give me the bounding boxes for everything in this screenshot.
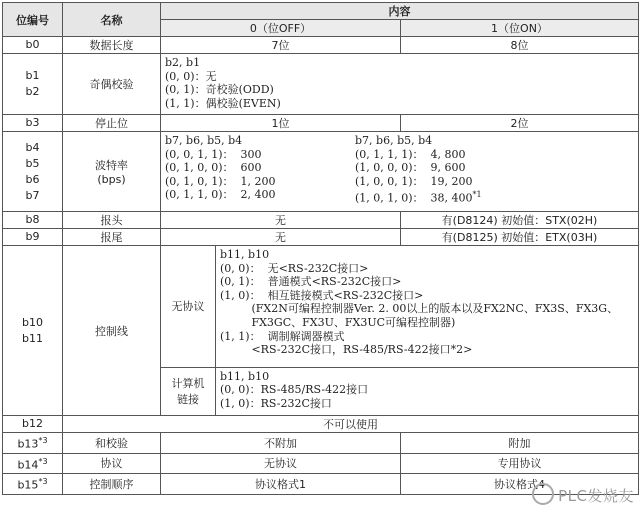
content-line: b11, b10 <box>220 370 634 384</box>
on-cell: 8位 <box>401 37 639 54</box>
table-row <box>3 453 639 474</box>
on-cell: 2位 <box>401 115 639 132</box>
bit-label: b2 <box>6 84 59 100</box>
content-cell <box>161 132 639 212</box>
bit-label: b14 <box>17 458 38 471</box>
content-line: (1, 0, 0, 0)： 9, 600 <box>355 161 482 175</box>
off-cell: 无 <box>161 229 401 246</box>
name-cell: 停止位 <box>63 115 161 132</box>
table-row <box>3 37 639 54</box>
on-cell: 有(D8125) 初始值：ETX(03H) <box>401 229 639 246</box>
content-cell <box>161 54 639 115</box>
content-line <box>355 188 482 205</box>
on-cell: 专用协议 <box>401 453 639 474</box>
bit-label: b11 <box>6 331 59 347</box>
table-row <box>3 212 639 229</box>
header-on: 1（位ON） <box>401 20 639 37</box>
link-content <box>216 367 639 415</box>
name-cell <box>63 132 161 212</box>
content-line: b7, b6, b5, b4 <box>355 134 482 148</box>
content-line: (0, 1, 1, 0)： 2, 400 <box>165 188 355 202</box>
table-row <box>3 229 639 246</box>
header-content: 内容 <box>161 3 639 20</box>
header-name: 名称 <box>63 3 161 37</box>
content-cell: 不可以使用 <box>63 416 639 433</box>
bit-cell <box>3 474 63 495</box>
on-cell: 协议格式4 <box>401 474 639 495</box>
table-row <box>3 115 639 132</box>
bit-label: b1 <box>6 68 59 84</box>
header-bit: 位编号 <box>3 3 63 37</box>
content-line: b7, b6, b5, b4 <box>165 134 355 148</box>
table-row <box>3 433 639 454</box>
content-line: (1, 1)：偶校验(EVEN) <box>165 97 634 111</box>
content-line: (0, 0)：RS-485/RS-422接口 <box>220 383 634 397</box>
bit-label: b6 <box>6 172 59 188</box>
content-line: (0, 0)： 无<RS-232C接口> <box>220 262 634 276</box>
footnote-mark: *3 <box>38 477 47 486</box>
content-line: (0, 1, 0, 0)： 600 <box>165 161 355 175</box>
content-line: (0, 1)：奇校验(ODD) <box>165 83 634 97</box>
content-line: (1, 1)： 调制解调器模式 <box>220 330 634 344</box>
content-line: b2, b1 <box>165 56 634 70</box>
content-line: (1, 0, 0, 1)： 19, 200 <box>355 175 482 189</box>
content-line: (1, 0)： 相互链接模式<RS-232C接口> <box>220 289 634 303</box>
name-cell: 和校验 <box>63 433 161 454</box>
content-line: <RS-232C接口，RS-485/RS-422接口*2> <box>220 343 634 357</box>
off-cell: 1位 <box>161 115 401 132</box>
noproto-content <box>216 246 639 367</box>
watermark-text: PLC发烧友 <box>558 487 634 505</box>
content-cell <box>161 246 639 416</box>
link-label-line: 链接 <box>164 391 212 407</box>
header-off: 0（位OFF） <box>161 20 401 37</box>
table-row <box>3 246 639 416</box>
content-line: (0, 0, 1, 1)： 300 <box>165 148 355 162</box>
wechat-icon <box>532 483 554 505</box>
content-line: FX3GC、FX3U、FX3UC可编程控制器) <box>220 316 634 330</box>
off-cell: 协议格式1 <box>161 474 401 495</box>
unit-label: (bps) <box>66 173 157 186</box>
name-cell: 奇偶校验 <box>63 54 161 115</box>
content-line: (0, 1, 1, 1)： 4, 800 <box>355 148 482 162</box>
table-row <box>3 54 639 115</box>
footnote-mark: *1 <box>473 190 482 199</box>
bit-label: b10 <box>6 315 59 331</box>
content-text: (1, 0, 1, 0)： 38, 400 <box>355 192 473 205</box>
control-subtable <box>161 246 638 415</box>
on-cell: 附加 <box>401 433 639 454</box>
off-cell: 不附加 <box>161 433 401 454</box>
bit-label: b13 <box>17 438 38 451</box>
off-cell: 7位 <box>161 37 401 54</box>
bit-cell <box>3 453 63 474</box>
content-line: (0, 0)：无 <box>165 70 634 84</box>
bit-cell <box>3 132 63 212</box>
bit-cell <box>3 54 63 115</box>
name-cell: 报尾 <box>63 229 161 246</box>
comm-format-table <box>2 2 639 495</box>
footnote-mark: *3 <box>38 436 47 445</box>
off-cell: 无 <box>161 212 401 229</box>
bit-cell <box>3 246 63 416</box>
bit-cell: b9 <box>3 229 63 246</box>
bit-label: b15 <box>17 479 38 492</box>
content-line: (0, 1, 0, 1)： 1, 200 <box>165 175 355 189</box>
bit-cell: b0 <box>3 37 63 54</box>
bit-cell: b8 <box>3 212 63 229</box>
bit-label: b4 <box>6 140 59 156</box>
table-row <box>3 132 639 212</box>
name-cell: 控制顺序 <box>63 474 161 495</box>
name-cell: 报头 <box>63 212 161 229</box>
noproto-label: 无协议 <box>161 246 216 367</box>
content-line: (FX2N可编程控制器Ver. 2. 00以上的版本以及FX2NC、FX3S、FX3G、 <box>220 302 634 316</box>
bit-label: b5 <box>6 156 59 172</box>
bit-cell: b12 <box>3 416 63 433</box>
link-label-line: 计算机 <box>164 375 212 391</box>
content-line: (0, 1)： 普通模式<RS-232C接口> <box>220 275 634 289</box>
bit-cell <box>3 433 63 454</box>
name-cell: 控制线 <box>63 246 161 416</box>
name-label: 波特率 <box>66 157 157 173</box>
bit-label: b7 <box>6 188 59 204</box>
name-cell: 数据长度 <box>63 37 161 54</box>
watermark <box>532 483 634 506</box>
footnote-mark: *3 <box>38 457 47 466</box>
content-line: b11, b10 <box>220 248 634 262</box>
on-cell: 有(D8124) 初始值：STX(02H) <box>401 212 639 229</box>
content-line: (1, 0)：RS-232C接口 <box>220 397 634 411</box>
bit-cell: b3 <box>3 115 63 132</box>
off-cell: 无协议 <box>161 453 401 474</box>
name-cell: 协议 <box>63 453 161 474</box>
link-label <box>161 367 216 415</box>
table-row <box>3 416 639 433</box>
